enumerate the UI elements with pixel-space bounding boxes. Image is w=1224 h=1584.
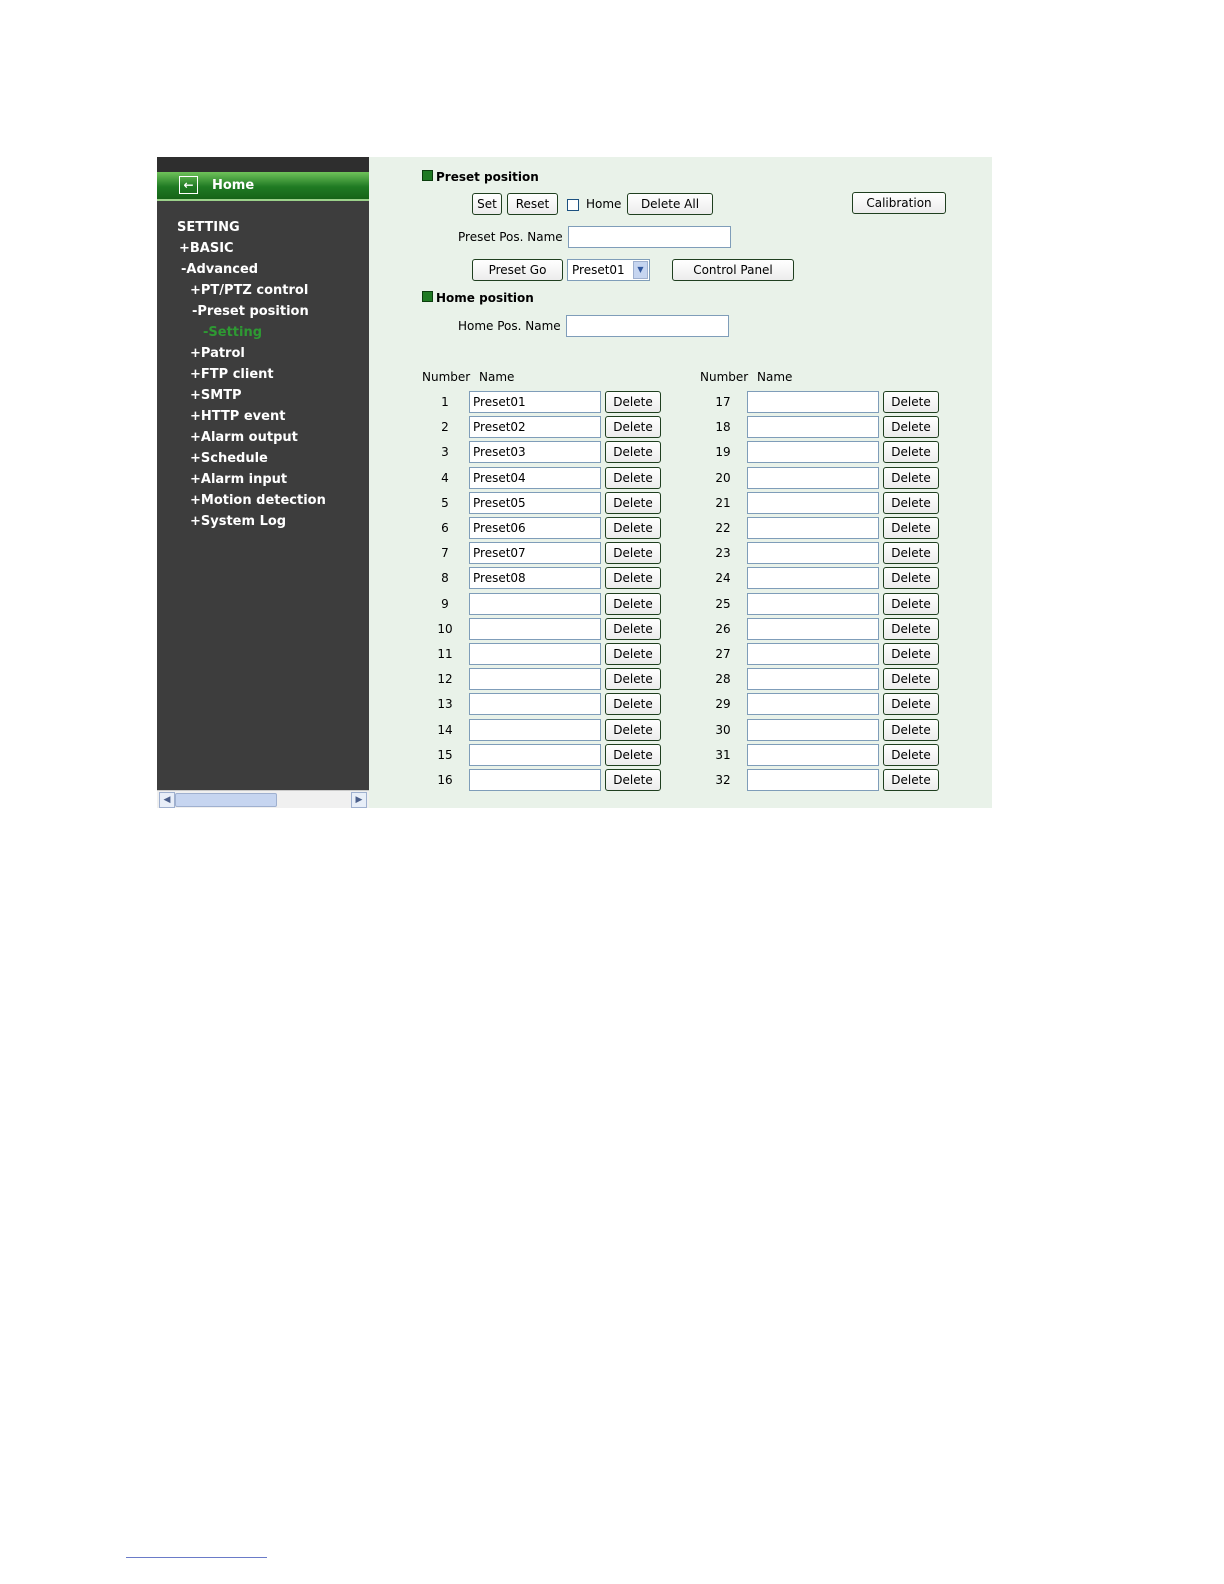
preset-name-input[interactable] xyxy=(747,416,879,438)
preset-number: 12 xyxy=(437,672,453,687)
delete-preset-button[interactable]: Delete xyxy=(605,744,661,766)
preset-name-input[interactable] xyxy=(469,719,601,741)
preset-number: 30 xyxy=(715,722,731,737)
preset-number: 20 xyxy=(715,470,731,485)
preset-number: 2 xyxy=(441,420,449,435)
preset-name-input[interactable] xyxy=(469,517,601,539)
preset-name-input[interactable] xyxy=(747,693,879,715)
delete-preset-button[interactable]: Delete xyxy=(605,492,661,514)
preset-number: 13 xyxy=(437,697,453,712)
delete-preset-button[interactable]: Delete xyxy=(883,643,939,665)
preset-number: 7 xyxy=(441,546,449,561)
table-header-number-right: Number xyxy=(700,370,749,384)
preset-name-input[interactable] xyxy=(469,693,601,715)
preset-name-input[interactable] xyxy=(469,643,601,665)
preset-number: 3 xyxy=(441,445,449,460)
delete-preset-button[interactable]: Delete xyxy=(883,593,939,615)
delete-preset-button[interactable]: Delete xyxy=(605,769,661,791)
sidebar-item-advanced[interactable]: -Advanced xyxy=(181,262,259,277)
delete-preset-button[interactable]: Delete xyxy=(883,391,939,413)
preset-go-button[interactable]: Preset Go xyxy=(472,259,563,281)
preset-number: 11 xyxy=(437,647,453,661)
preset-name-input[interactable] xyxy=(469,416,601,438)
delete-preset-button[interactable]: Delete xyxy=(605,693,661,715)
preset-number: 17 xyxy=(715,395,731,409)
preset-pos-name-input[interactable] xyxy=(568,226,731,248)
preset-name-input[interactable] xyxy=(747,441,879,463)
preset-name-input[interactable] xyxy=(469,542,601,564)
home-position-title-text: Home position xyxy=(436,291,534,305)
sidebar-item-preset-position[interactable]: -Preset position xyxy=(192,304,309,319)
preset-number: 25 xyxy=(715,596,731,611)
main-content xyxy=(369,157,992,808)
preset-name-input[interactable] xyxy=(747,769,879,791)
sidebar-item-system-log[interactable]: +System Log xyxy=(190,514,287,529)
sidebar-item-alarm-input[interactable]: +Alarm input xyxy=(190,472,288,487)
home-checkbox[interactable] xyxy=(567,199,579,211)
delete-preset-button[interactable]: Delete xyxy=(605,542,661,564)
sidebar xyxy=(157,157,369,808)
sidebar-item-basic[interactable]: +BASIC xyxy=(179,241,234,256)
preset-name-input[interactable] xyxy=(469,618,601,640)
delete-preset-button[interactable]: Delete xyxy=(883,542,939,564)
delete-preset-button[interactable]: Delete xyxy=(605,643,661,665)
set-button[interactable]: Set xyxy=(472,193,502,215)
sidebar-item-setting[interactable]: -Setting xyxy=(203,325,263,340)
preset-number: 26 xyxy=(715,621,731,636)
preset-number: 19 xyxy=(715,445,731,460)
sidebar-item-smtp[interactable]: +SMTP xyxy=(190,388,242,403)
delete-preset-button[interactable]: Delete xyxy=(605,467,661,489)
home-pos-name-input[interactable] xyxy=(566,315,729,337)
preset-number: 27 xyxy=(715,647,731,661)
preset-number: 29 xyxy=(715,697,731,712)
preset-number: 4 xyxy=(441,470,449,485)
home-pos-name-label: Home Pos. Name xyxy=(458,319,561,333)
delete-preset-button[interactable]: Delete xyxy=(605,567,661,589)
preset-name-input[interactable] xyxy=(747,643,879,665)
sidebar-item-motion-detection[interactable]: +Motion detection xyxy=(190,493,326,508)
table-header-number-left: Number xyxy=(422,370,471,384)
delete-preset-button[interactable]: Delete xyxy=(605,668,661,690)
delete-preset-button[interactable]: Delete xyxy=(605,441,661,463)
chevron-down-icon[interactable]: ▼ xyxy=(633,261,648,279)
preset-name-input[interactable] xyxy=(747,542,879,564)
preset-name-input[interactable] xyxy=(469,391,601,413)
sidebar-item-pt-ptz-control[interactable]: +PT/PTZ control xyxy=(190,283,309,298)
preset-name-input[interactable] xyxy=(469,441,601,463)
preset-name-input[interactable] xyxy=(747,467,879,489)
delete-preset-button[interactable]: Delete xyxy=(883,668,939,690)
preset-name-input[interactable] xyxy=(747,668,879,690)
preset-position-title xyxy=(422,170,539,184)
preset-number: 5 xyxy=(441,495,449,510)
preset-name-input[interactable] xyxy=(747,567,879,589)
scrollbar-thumb[interactable] xyxy=(175,793,277,807)
delete-preset-button[interactable]: Delete xyxy=(605,618,661,640)
footnote-rule xyxy=(126,1557,267,1558)
sidebar-item-patrol[interactable]: +Patrol xyxy=(190,346,245,361)
sidebar-item-schedule[interactable]: +Schedule xyxy=(190,451,268,466)
delete-preset-button[interactable]: Delete xyxy=(605,517,661,539)
preset-name-input[interactable] xyxy=(469,492,601,514)
preset-number: 21 xyxy=(715,495,731,510)
sidebar-item-ftp-client[interactable]: +FTP client xyxy=(190,367,274,382)
preset-number: 22 xyxy=(715,521,731,535)
preset-name-input[interactable] xyxy=(747,719,879,741)
preset-select-value: Preset01 xyxy=(572,263,625,277)
delete-preset-button[interactable]: Delete xyxy=(883,492,939,514)
preset-number: 8 xyxy=(441,571,449,586)
home-link[interactable] xyxy=(157,172,369,201)
preset-number: 10 xyxy=(437,621,453,636)
delete-preset-button[interactable]: Delete xyxy=(883,719,939,741)
delete-preset-button[interactable]: Delete xyxy=(605,416,661,438)
delete-all-button[interactable]: Delete All xyxy=(627,193,713,215)
sidebar-item-alarm-output[interactable]: +Alarm output xyxy=(190,430,298,445)
reset-button[interactable]: Reset xyxy=(507,193,558,215)
preset-name-input[interactable] xyxy=(469,744,601,766)
delete-preset-button[interactable]: Delete xyxy=(883,567,939,589)
preset-name-input[interactable] xyxy=(747,391,879,413)
delete-preset-button[interactable]: Delete xyxy=(883,416,939,438)
section-bullet-icon xyxy=(422,291,433,302)
home-label: Home xyxy=(212,178,255,193)
scroll-left-icon[interactable]: ◀ xyxy=(159,792,175,808)
preset-number: 31 xyxy=(715,747,731,762)
preset-name-input[interactable] xyxy=(469,769,601,791)
preset-number: 24 xyxy=(715,571,731,586)
preset-pos-name-label: Preset Pos. Name xyxy=(458,230,563,244)
delete-preset-button[interactable]: Delete xyxy=(605,593,661,615)
preset-name-input[interactable] xyxy=(747,593,879,615)
home-checkbox-label: Home xyxy=(586,197,622,211)
delete-preset-button[interactable]: Delete xyxy=(883,618,939,640)
preset-name-input[interactable] xyxy=(747,618,879,640)
preset-name-input[interactable] xyxy=(469,567,601,589)
preset-number: 6 xyxy=(441,521,449,535)
preset-number: 18 xyxy=(715,420,731,435)
preset-name-input[interactable] xyxy=(747,744,879,766)
preset-number: 32 xyxy=(715,773,731,787)
sidebar-item-http-event[interactable]: +HTTP event xyxy=(190,409,286,424)
preset-number: 28 xyxy=(715,672,731,687)
scroll-right-icon[interactable]: ▶ xyxy=(351,792,367,808)
calibration-button[interactable]: Calibration xyxy=(852,192,946,214)
preset-number: 9 xyxy=(441,596,449,611)
delete-preset-button[interactable]: Delete xyxy=(605,719,661,741)
delete-preset-button[interactable]: Delete xyxy=(883,517,939,539)
preset-number: 15 xyxy=(437,747,453,762)
preset-name-input[interactable] xyxy=(469,593,601,615)
table-header-name-left: Name xyxy=(479,370,515,384)
table-header-name-right: Name xyxy=(757,370,793,384)
preset-name-input[interactable] xyxy=(747,492,879,514)
sidebar-horizontal-scrollbar[interactable] xyxy=(157,790,369,808)
back-arrow-icon: ← xyxy=(179,176,198,194)
sidebar-top-strip xyxy=(157,157,369,172)
preset-name-input[interactable] xyxy=(747,517,879,539)
section-bullet-icon xyxy=(422,170,433,181)
preset-number: 16 xyxy=(437,773,453,787)
delete-preset-button[interactable]: Delete xyxy=(883,769,939,791)
delete-preset-button[interactable]: Delete xyxy=(883,693,939,715)
sidebar-heading-setting: SETTING xyxy=(177,220,240,235)
control-panel-button[interactable]: Control Panel xyxy=(672,259,794,281)
delete-preset-button[interactable]: Delete xyxy=(883,441,939,463)
preset-number: 1 xyxy=(441,395,449,409)
preset-name-input[interactable] xyxy=(469,467,601,489)
preset-position-title-text: Preset position xyxy=(436,170,539,184)
preset-number: 14 xyxy=(437,722,453,737)
delete-preset-button[interactable]: Delete xyxy=(883,467,939,489)
delete-preset-button[interactable]: Delete xyxy=(605,391,661,413)
preset-number: 23 xyxy=(715,546,731,561)
home-position-title xyxy=(422,291,534,305)
delete-preset-button[interactable]: Delete xyxy=(883,744,939,766)
preset-select[interactable] xyxy=(567,259,650,281)
preset-name-input[interactable] xyxy=(469,668,601,690)
